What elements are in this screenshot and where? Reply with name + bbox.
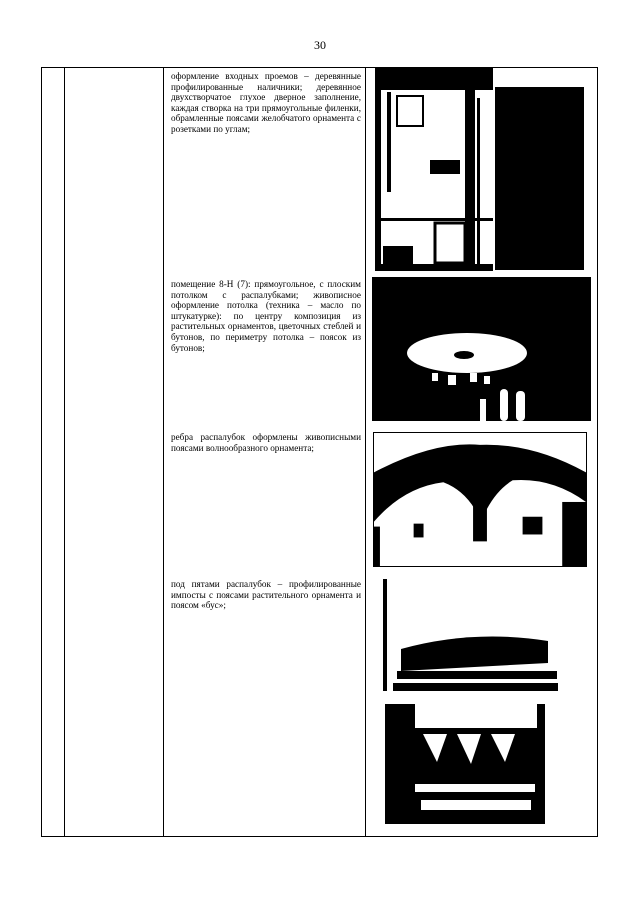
column-divider <box>163 68 164 836</box>
vault-ribs-photo <box>373 432 587 567</box>
row-2-text: помещение 8-Н (7): прямоугольное, с плоским потолком с распалубками; живописное оформление потолка (техника – масло по штукатурке): по центру композиция из растительных орнаментов, цветочных стеблей и бутонов, по периметру потолка – поясок из бутонов; <box>171 279 361 353</box>
column-divider <box>365 68 366 836</box>
impost-photo <box>383 579 560 691</box>
doorway-photo <box>375 68 493 271</box>
row-1-text: оформление входных проемов – деревянные профилированные наличники; деревянное двухстворчатое глухое дверное заполнение, каждая створка на три прямоугольные филенки, обрамленные поясами желобчатого орнамента с розетками по углам; <box>171 71 361 134</box>
description-table <box>41 67 598 837</box>
door-photo <box>495 87 584 270</box>
capital-photo <box>385 704 566 824</box>
column-divider <box>64 68 65 836</box>
ceiling-photo <box>372 277 591 421</box>
row-4-text: под пятами распалубок – профилированные импосты с поясами растительного орнамента и поясом «бус»; <box>171 579 361 611</box>
row-3-text: ребра распалубок оформлены живописными поясами волнообразного орнамента; <box>171 432 361 453</box>
page-number: 30 <box>314 38 326 52</box>
